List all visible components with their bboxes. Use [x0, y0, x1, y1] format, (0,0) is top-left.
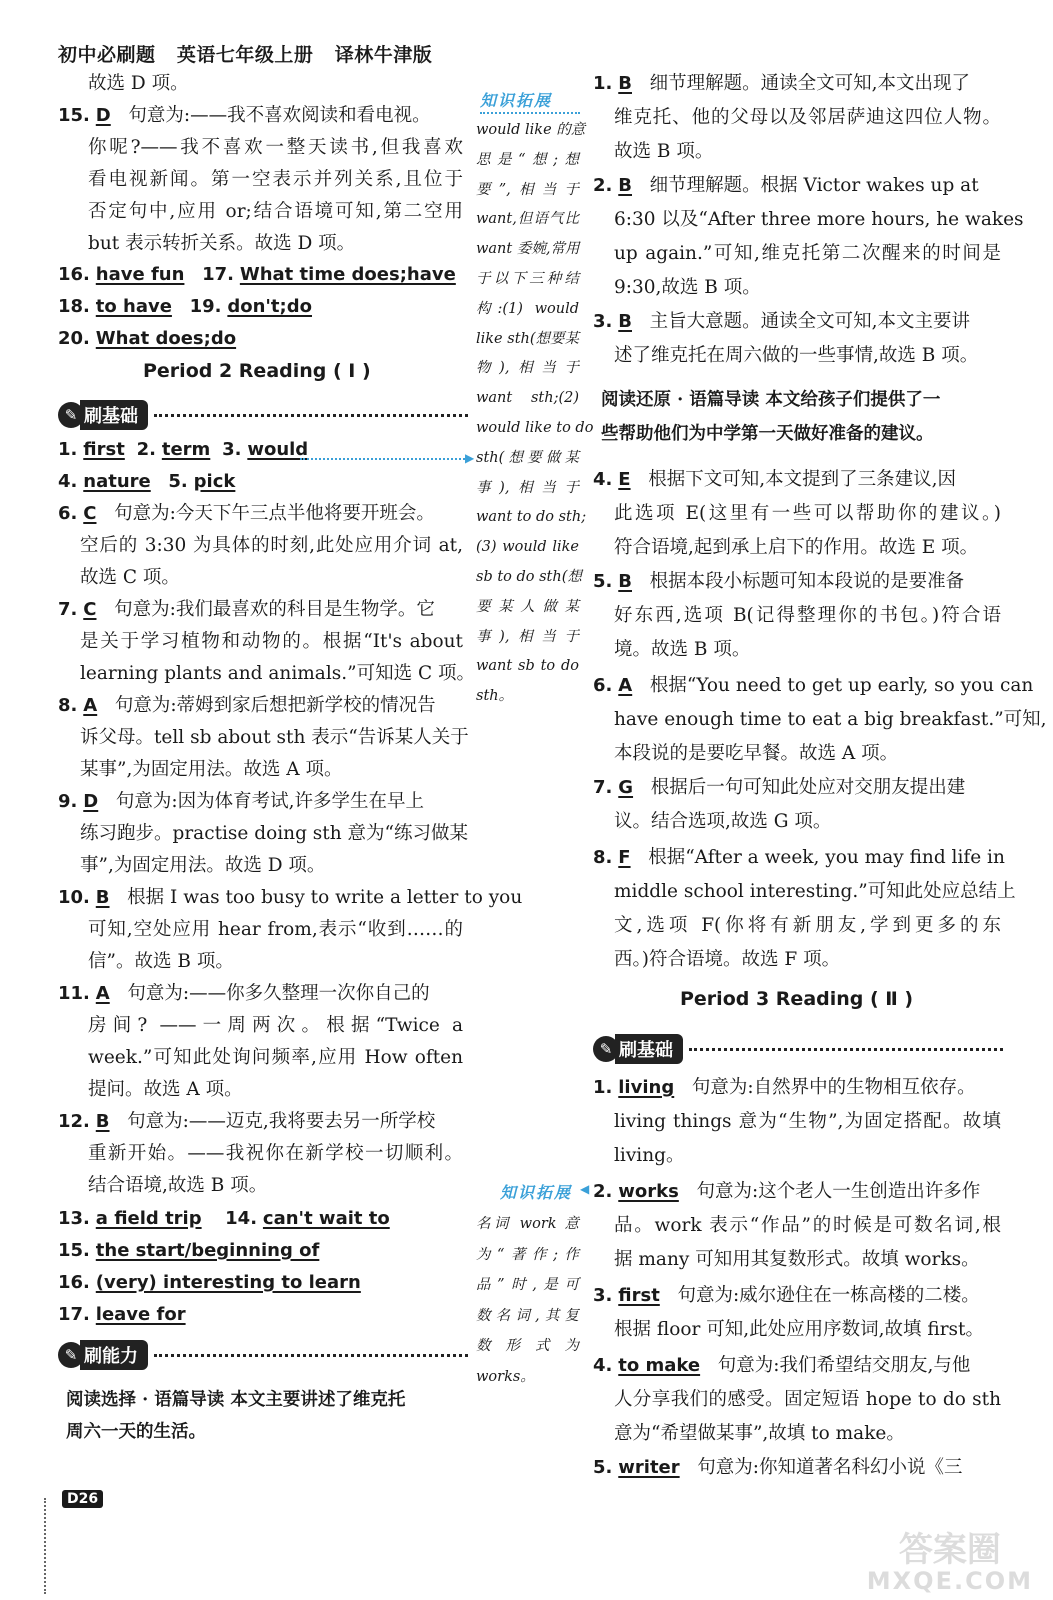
explanation-line: 议。结合选项,故选 G 项。 — [614, 811, 832, 832]
explanation-line: 提问。故选 A 项。 — [88, 1079, 243, 1100]
explanation-line: 看电视新闻。第一空表示并列关系,且位于 — [88, 169, 463, 190]
explanation-line: 细节理解题。通读全文可知,本文出现了 — [649, 73, 971, 94]
answer-key: A — [95, 983, 110, 1004]
item-number: 7. — [593, 777, 613, 798]
answer-key: What time does;have — [239, 264, 456, 285]
page-number: D26 — [62, 1490, 103, 1508]
answer-key: term — [161, 439, 211, 460]
explanation-line: 结合语境,故选 B 项。 — [88, 1175, 268, 1196]
explanation-line: 句意为:你知道著名科幻小说《三 — [697, 1457, 963, 1478]
explanation-line: week.”可知此处询问频率,应用 How often — [88, 1047, 463, 1068]
answer-key: to have — [95, 296, 172, 317]
book-title: 初中必刷题 — [58, 44, 156, 66]
answer-key: don't;do — [227, 296, 312, 317]
explanation-line: 意为“希望做某事”,故填 to make。 — [614, 1423, 905, 1444]
answer-key: living — [618, 1077, 675, 1098]
explanation-line: but 表示转折关系。故选 D 项。 — [88, 233, 356, 254]
answer-item-17b — [58, 1299, 186, 1331]
answer-key: nature — [83, 471, 151, 492]
answer-key: would — [247, 439, 309, 460]
item-number: 6. — [58, 503, 78, 524]
explanation-line: 信”。故选 B 项。 — [88, 951, 234, 972]
text-line: 故选 D 项。 — [88, 73, 189, 94]
answer-key: C — [83, 599, 97, 620]
dotted-divider — [154, 414, 468, 417]
explanation-line: 故选 B 项。 — [614, 141, 714, 162]
answer-key: to make — [618, 1355, 701, 1376]
tip-line: 事),相当于 — [476, 628, 579, 645]
answer-key: have fun — [95, 264, 185, 285]
item-number: 10. — [58, 887, 90, 908]
item-number: 15. — [58, 1240, 90, 1261]
item-number: 1. — [593, 73, 613, 94]
item-number: 17. — [58, 1304, 90, 1325]
edition-title: 译林牛津版 — [334, 44, 433, 66]
explanation-line: 句意为:今天下午三点半他将要开班会。 — [114, 503, 435, 524]
tip-line: (3) would like — [476, 539, 579, 556]
item-number: 3. — [593, 311, 613, 332]
item-number: 9. — [58, 791, 78, 812]
explanation-line: 句意为:我们希望结交朋友,与他 — [717, 1355, 971, 1376]
item-number: 4. — [593, 469, 613, 490]
tip-line: sth(想要做某 — [476, 449, 579, 466]
badge-label: 刷能力 — [80, 1340, 148, 1370]
explanation-line: up again.”可知,维克托第二次醒来的时间是 — [614, 243, 1001, 264]
explanation-line: 6:30 以及“After three more hours, he wakes — [614, 209, 1024, 230]
explanation-line: living things 意为“生物”,为固定搭配。故填 — [614, 1111, 1001, 1132]
reading-guide-2: 些帮助他们为中学第一天做好准备的建议。 — [601, 424, 934, 444]
explanation-line: 故选 C 项。 — [80, 567, 180, 588]
answer-key: B — [95, 1111, 110, 1132]
explanation-line: 本段说的是要吃早餐。故选 A 项。 — [614, 743, 899, 764]
explanation-line: 重新开始。——我祝你在新学校一切顺利。 — [88, 1143, 463, 1164]
answer-key: first — [83, 439, 125, 460]
tip-line: sth。 — [476, 688, 514, 705]
tip-line: 思是“想;想 — [476, 151, 579, 168]
explanation-line: 维克托、他的父母以及邻居萨迪这四位人物。 — [614, 107, 1001, 128]
item-number: 17. — [202, 264, 234, 285]
explanation-line: 句意为:这个老人一生创造出许多作 — [696, 1181, 981, 1202]
explanation-line: 诉父母。tell sb about sth 表示“告诉某人关于 — [80, 727, 469, 748]
explanation-line: have enough time to eat a big breakfast.”可知, — [614, 709, 1047, 730]
explanation-line: 句意为:我们最喜欢的科目是生物学。它 — [114, 599, 435, 620]
tip-line: 品”时,是可 — [476, 1277, 579, 1293]
tip-line: want to do sth; — [476, 509, 587, 526]
pen-icon: ✎ — [58, 1342, 84, 1368]
explanation-line: 句意为:因为体育考试,许多学生在早上 — [115, 791, 424, 812]
explanation-line: 据 many 可知用其复数形式。故填 works。 — [614, 1249, 980, 1270]
explanation-line: 此选项 E(这里有一些可以帮助你的建议。) — [614, 503, 1001, 524]
item-number: 1. — [58, 439, 78, 460]
answer-key: leave for — [95, 1304, 186, 1325]
answer-key: B — [618, 175, 632, 196]
answer-key: A — [618, 675, 633, 696]
explanation-line: 人分享我们的感受。固定短语 hope to do sth — [614, 1389, 1001, 1410]
explanation-line: 9:30,故选 B 项。 — [614, 277, 761, 298]
item-number: 18. — [58, 296, 90, 317]
answer-key: (very) interesting to learn — [95, 1272, 361, 1293]
tip-divider — [480, 112, 580, 114]
item-number: 2. — [593, 175, 613, 196]
explanation-line: 句意为:蒂姆到家后想把新学校的情况告 — [114, 695, 436, 716]
explanation-line: 细节理解题。根据 Victor wakes up at — [649, 175, 979, 196]
explanation-line: 空后的 3:30 为具体的时刻,此处应用介词 at, — [80, 535, 463, 556]
explanation-line: living。 — [614, 1145, 685, 1166]
explanation-line: 根据下文可知,本文提到了三条建议,因 — [648, 469, 956, 490]
item-number: 11. — [58, 983, 90, 1004]
item-number: 2. — [136, 439, 156, 460]
item-number: 8. — [593, 847, 613, 868]
explanation-line: 述了维克托在周六做的一些事情,故选 B 项。 — [614, 345, 979, 366]
answer-item-16-17 — [58, 259, 456, 291]
pen-icon: ✎ — [58, 402, 84, 428]
answer-key: F — [618, 847, 631, 868]
item-number: 8. — [58, 695, 78, 716]
answer-key: B — [618, 311, 632, 332]
explanation-line: 句意为:——你多久整理一次你自己的 — [127, 983, 430, 1004]
explanation-line: 根据 floor 可知,此处应用序数词,故填 first。 — [614, 1319, 984, 1340]
item-number: 19. — [189, 296, 222, 317]
item-number: 5. — [593, 571, 613, 592]
explanation-line: 文,选项 F(你将有新朋友,学到更多的东 — [614, 915, 1001, 936]
explanation-line: 某事”,为固定用法。故选 A 项。 — [80, 759, 343, 780]
tip-line: want,但语气比 — [476, 211, 579, 228]
answer-key: pick — [193, 471, 236, 492]
answer-key: the start/beginning of — [95, 1240, 320, 1261]
answer-key: D — [83, 791, 99, 812]
explanation-line: 根据后一句可知此处应对交朋友提出建 — [650, 777, 966, 798]
explanation-line: 根据“You need to get up early, so you can — [649, 675, 1034, 696]
tip-line: 于以下三种结 — [476, 271, 579, 287]
reading-guide-1: 周六一天的生活。 — [66, 1422, 206, 1442]
pointer-arrow-icon: ▶ — [465, 451, 475, 465]
answer-item-15b — [58, 1235, 319, 1267]
tip-line: want 委婉,常用 — [476, 241, 580, 258]
item-number: 3. — [222, 439, 242, 460]
explanation-line: 根据 I was too busy to write a letter to you — [127, 887, 523, 908]
section-badge-basic-2 — [593, 1034, 1003, 1064]
explanation-line: 句意为:威尔逊住在一栋高楼的二楼。 — [677, 1285, 980, 1306]
tip-line: sb to do sth(想 — [476, 569, 582, 585]
item-number: 5. — [593, 1457, 613, 1478]
explanation-line: 房间? ——一周两次。根据“Twice a — [88, 1015, 463, 1036]
answer-key: B — [95, 887, 110, 908]
explanation-line: 好东西,选项 B(记得整理你的书包。)符合语 — [614, 605, 1001, 626]
margin-dots — [44, 1498, 46, 1594]
answer-key: works — [618, 1181, 679, 1202]
item-number: 15. — [58, 105, 90, 126]
explanation-line: 否定句中,应用 or;结合语境可知,第二空用 — [88, 201, 463, 222]
explanation-line: 西。)符合语境。故选 F 项。 — [614, 949, 841, 970]
answer-key: a field trip — [95, 1208, 202, 1229]
section-title-period-2: Period 2 Reading ( Ⅰ ) — [143, 360, 371, 382]
explanation-line: 根据本段小标题可知本段说的是要准备 — [649, 571, 965, 592]
watermark-top: 答案圈 — [898, 1530, 1001, 1570]
tip-line: 要”,相当于 — [476, 181, 579, 198]
explanation-line: 句意为:自然界中的生物相互依存。 — [691, 1077, 976, 1098]
item-number: 13. — [58, 1208, 90, 1229]
tip-line: want sb to do — [476, 658, 579, 675]
answer-key: D — [95, 105, 111, 126]
badge-label: 刷基础 — [80, 400, 148, 430]
item-number: 12. — [58, 1111, 90, 1132]
item-number: 4. — [58, 471, 78, 492]
badge-label: 刷基础 — [615, 1034, 683, 1064]
explanation-line: middle school interesting.”可知此处应总结上 — [614, 881, 1016, 902]
item-number: 6. — [593, 675, 613, 696]
tip-line: 事),相当于 — [476, 479, 579, 496]
tip-pointer-line — [300, 458, 465, 460]
answer-key: writer — [618, 1457, 680, 1478]
answer-key: What does;do — [95, 328, 237, 349]
pen-icon: ✎ — [593, 1036, 619, 1062]
answer-key: can't wait to — [262, 1208, 390, 1229]
item-number: 4. — [593, 1355, 613, 1376]
answer-key: G — [618, 777, 634, 798]
dotted-divider — [689, 1048, 1003, 1051]
section-badge-ability — [58, 1340, 468, 1370]
reading-guide-1: 阅读选择 · 语篇导读 本文主要讲述了维克托 — [66, 1390, 406, 1410]
tip-line: 为“著作;作 — [476, 1246, 579, 1263]
answer-key: A — [83, 695, 98, 716]
answer-key: C — [83, 503, 97, 524]
item-number: 16. — [58, 264, 90, 285]
tip-line: 名词 work 意 — [476, 1216, 579, 1232]
explanation-line: 根据“After a week, you may find life in — [648, 847, 1005, 868]
answer-key: B — [618, 73, 632, 94]
tip-line: like sth(想要某 — [476, 330, 580, 347]
tip-line: 要某人做某 — [476, 598, 579, 615]
answer-item-20 — [58, 323, 236, 355]
explanation-line: 符合语境,起到承上启下的作用。故选 E 项。 — [614, 537, 979, 558]
subject-title: 英语七年级上册 — [176, 44, 314, 66]
explanation-line: 境。故选 B 项。 — [614, 639, 751, 660]
dotted-divider — [154, 1354, 468, 1357]
watermark-bottom: MXQE.COM — [866, 1567, 1033, 1595]
item-number: 3. — [593, 1285, 613, 1306]
reading-guide-2: 阅读还原 · 语篇导读 本文给孩子们提供了一 — [601, 390, 941, 410]
explanation-line: 主旨大意题。通读全文可知,本文主要讲 — [649, 311, 971, 332]
tip-title: 知识拓展 — [500, 1183, 573, 1202]
section-badge-basic — [58, 400, 468, 430]
item-number: 14. — [225, 1208, 258, 1229]
tip-line: works。 — [476, 1368, 535, 1385]
pointer-arrow-icon: ◀ — [580, 1182, 590, 1196]
explanation-line: 是关于学习植物和动物的。根据“It's about — [80, 631, 463, 652]
answer-key: E — [618, 469, 631, 490]
tip-line: 数名词,其复 — [476, 1307, 579, 1324]
item-number: 7. — [58, 599, 78, 620]
answer-key: first — [618, 1285, 660, 1306]
explanation-line: learning plants and animals.”可知选 C 项。 — [80, 663, 475, 684]
tip-line: would like 的意 — [476, 122, 586, 138]
answer-item-13-14 — [58, 1203, 390, 1235]
answer-item-18-19 — [58, 291, 312, 323]
explanation-line: 可知,空处应用 hear from,表示“收到……的 — [88, 919, 463, 940]
section-title-period-3: Period 3 Reading ( Ⅱ ) — [680, 988, 914, 1010]
tip-line: want sth;(2) — [476, 390, 579, 407]
item-number: 1. — [593, 1077, 613, 1098]
answer-key: B — [618, 571, 632, 592]
item-number: 5. — [168, 471, 188, 492]
answer-item-16b — [58, 1267, 361, 1299]
answer-item-4-5 — [58, 466, 235, 498]
item-number: 16. — [58, 1272, 90, 1293]
watermark — [867, 1532, 1033, 1594]
explanation-line: 句意为:——我不喜欢阅读和看电视。 — [128, 105, 431, 126]
answer-item-1-3 — [58, 434, 308, 466]
tip-title: 知识拓展 — [480, 91, 553, 110]
explanation-line: 练习跑步。practise doing sth 意为“练习做某 — [80, 823, 468, 844]
explanation-line: 句意为:——迈克,我将要去另一所学校 — [127, 1111, 436, 1132]
tip-line: 数形式为 — [476, 1338, 579, 1354]
item-number: 2. — [593, 1181, 613, 1202]
tip-line: 构:(1) would — [476, 300, 579, 317]
explanation-line: 事”,为固定用法。故选 D 项。 — [80, 855, 326, 876]
explanation-line: 品。work 表示“作品”的时候是可数名词,根 — [614, 1215, 1001, 1236]
item-number: 20. — [58, 328, 90, 349]
tip-line: would like to do — [476, 420, 594, 436]
explanation-line: 你呢?——我不喜欢一整天读书,但我喜欢 — [88, 137, 463, 158]
tip-line: 物),相当于 — [476, 360, 579, 377]
page-header — [58, 40, 432, 67]
